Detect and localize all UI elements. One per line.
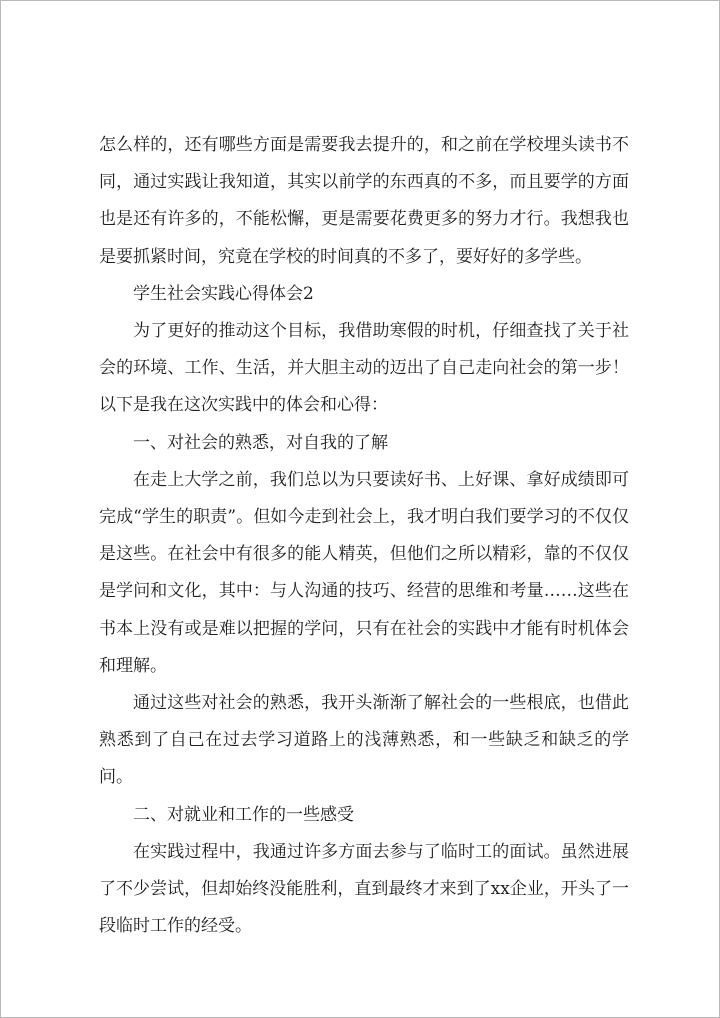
paragraph-intro: 为了更好的推动这个目标，我借助寒假的时机，仔细查找了关于社会的环境、工作、生活，并大胆主动的迈出了自己走向社会的第一步！以下是我在这次实践中的体会和心得：: [99, 321, 629, 416]
paragraph-before-college: 在走上大学之前，我们总以为只要读好书、上好课、拿好成绩即可完成“学生的职责”。但如今走到社会上，我才明白我们要学习的不仅仅是这些。在社会中有很多的能人精英，但他们之所以精彩，靠的不仅仅是学问和文化，其中：与人沟通的技巧、经营的思维和考量……这些在书本上没有或是难以把握的学问，只有在社会的实践中才能有时机体会和理解。: [99, 469, 629, 676]
section-title: 学生社会实践心得体会2: [133, 283, 314, 304]
subheading-society: 一、对社会的熟悉，对自我的了解: [133, 432, 388, 453]
paragraph-practice: 在实践过程中，我通过许多方面去参与了临时工的面试。虽然进展了不少尝试，但却始终没能胜利，直到最终才来到了xx企业，开头了一段临时工作的经受。: [99, 841, 629, 937]
subheading-employment: 二、对就业和工作的一些感受: [133, 804, 354, 825]
paragraph-continuation: 怎么样的，还有哪些方面是需要我去提升的，和之前在学校埋头读书不同，通过实践让我知道，其实以前学的东西真的不多，而且要学的方面也是还有许多的，不能松懈，更是需要花费更多的努力才行。我想我也是要抓紧时间，究竟在学校的时间真的不多了，要好好的多学些。: [99, 135, 629, 267]
document-body: [99, 127, 629, 945]
paragraph-understanding: 通过这些对社会的熟悉，我开头渐渐了解社会的一些根底，也借此熟悉到了自己在过去学习道路上的浅薄熟悉，和一些缺乏和缺乏的学问。: [99, 693, 629, 788]
